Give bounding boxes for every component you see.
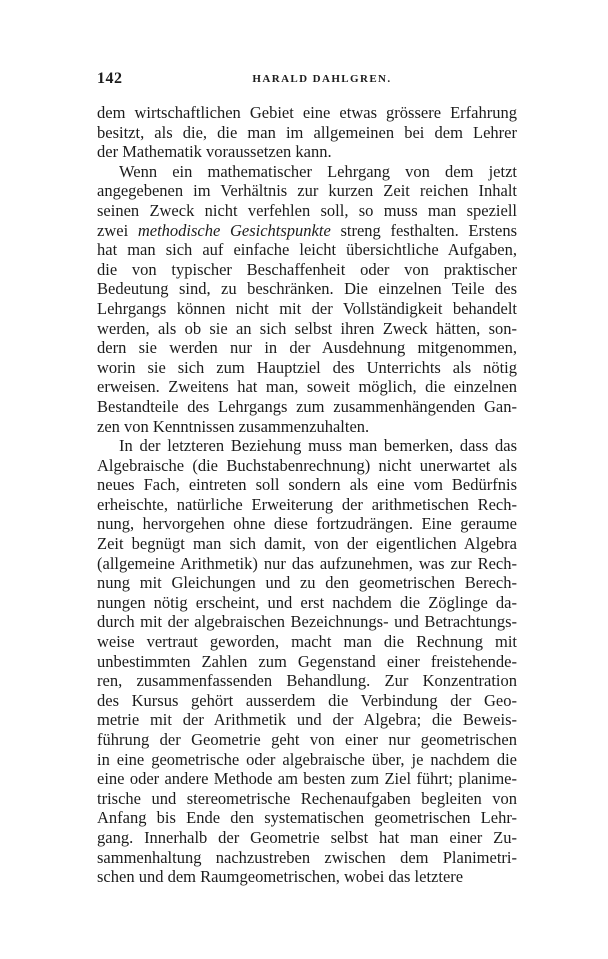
text-line: nung, hervorgehen ohne diese fortzudrängen. Eine geraume xyxy=(97,514,517,534)
text-line: unbestimmten Zahlen zum Gegenstand einer freistehende- xyxy=(97,651,517,671)
text-line: (allgemeine Arithmetik) nur das aufzunehmen, was zur Rech- xyxy=(97,553,517,573)
text-line: Lehrgangs können nicht mit der Vollständigkeit behandelt xyxy=(97,298,517,318)
text-line: besitzt, als die, die man im allgemeinen bei dem Lehrer xyxy=(97,122,517,142)
text-line: Wenn ein mathematischer Lehrgang von dem jetzt xyxy=(119,161,517,181)
text-line: Bestandteile des Lehrgangs zum zusammenhängenden Gan- xyxy=(97,396,517,416)
text-line: in eine geometrische oder algebraische über, je nachdem die xyxy=(97,749,517,769)
text-line: sammenhaltung nachzustreben zwischen dem Planimetri- xyxy=(97,847,517,867)
text-line: ren, zusammenfassenden Behandlung. Zur Konzentration xyxy=(97,671,517,691)
text-line: schen und dem Raumgeometrischen, wobei das letztere xyxy=(97,867,464,887)
page-header xyxy=(97,70,517,92)
paragraph xyxy=(97,103,517,162)
running-title: HARALD DAHLGREN. xyxy=(252,73,392,85)
text-line: die von typischer Beschaffenheit oder von praktischer xyxy=(97,259,517,279)
text-line: metrie mit der Arithmetik und der Algebra; die Beweis- xyxy=(97,710,517,730)
emphasized-phrase: methodische Gesichtspunkte xyxy=(137,220,331,240)
paragraph xyxy=(97,162,517,436)
text-line: erheischte, natürliche Erweiterung der arithmetischen Rech- xyxy=(97,494,517,514)
page-number: 142 xyxy=(97,70,123,87)
line-text-before: zwei xyxy=(97,220,138,240)
text-line: erweisen. Zweitens hat man, soweit möglich, die einzelnen xyxy=(97,377,517,397)
text-line: Algebraische (die Buchstabenrechnung) nicht unerwartet als xyxy=(97,455,517,475)
paragraph xyxy=(97,436,517,887)
text-line: weise vertraut geworden, macht man die Rechnung mit xyxy=(97,632,517,652)
text-line: nungen nötig erscheint, und erst nachdem die Zöglinge da- xyxy=(97,592,517,612)
text-line xyxy=(97,221,517,241)
text-line: des Kursus gehört ausserdem die Verbindung der Geo- xyxy=(97,690,517,710)
text-line: In der letzteren Beziehung muss man bemerken, dass das xyxy=(119,436,517,456)
text-line: durch mit der algebraischen Bezeichnungs- und Betrachtungs- xyxy=(97,612,517,632)
text-line: Zeit begnügt man sich damit, von der eigentlichen Algebra xyxy=(97,534,517,554)
text-line: Bedeutung sind, zu beschränken. Die einzelnen Teile des xyxy=(97,279,517,299)
text-line: gang. Innerhalb der Geometrie selbst hat man einer Zu- xyxy=(97,827,517,847)
text-line: neues Fach, eintreten soll sondern als eine vom Bedürfnis xyxy=(97,475,517,495)
text-line: hat man sich auf einfache leicht übersichtliche Aufgaben, xyxy=(97,240,517,260)
text-line: worin sie sich zum Hauptziel des Unterrichts als nötig xyxy=(97,357,517,377)
text-line: seinen Zweck nicht verfehlen soll, so muss man speziell xyxy=(97,200,517,220)
text-line: Anfang bis Ende den systematischen geometrischen Lehr- xyxy=(97,808,517,828)
text-line: der Mathematik voraussetzen kann. xyxy=(97,142,332,162)
text-line: dem wirtschaftlichen Gebiet eine etwas grössere Erfahrung xyxy=(97,103,517,122)
text-line: angegebenen im Verhältnis zur kurzen Zeit reichen Inhalt xyxy=(97,181,517,201)
text-line: zen von Kenntnissen zusammenzuhalten. xyxy=(97,416,370,436)
text-line: werden, als ob sie an sich selbst ihren Zweck hätten, son- xyxy=(97,318,517,338)
text-line: eine oder andere Methode am besten zum Ziel führt; planime- xyxy=(97,769,517,789)
body-text xyxy=(97,103,517,887)
line-text-after: streng festhalten. Erstens xyxy=(330,220,517,240)
text-line: nung mit Gleichungen und zu den geometrischen Berech- xyxy=(97,573,517,593)
text-line: führung der Geometrie geht von einer nur geometrischen xyxy=(97,730,517,749)
text-line: trische und stereometrische Rechenaufgaben begleiten von xyxy=(97,788,517,808)
text-line: dern sie werden nur in der Ausdehnung mitgenommen, xyxy=(97,338,517,358)
